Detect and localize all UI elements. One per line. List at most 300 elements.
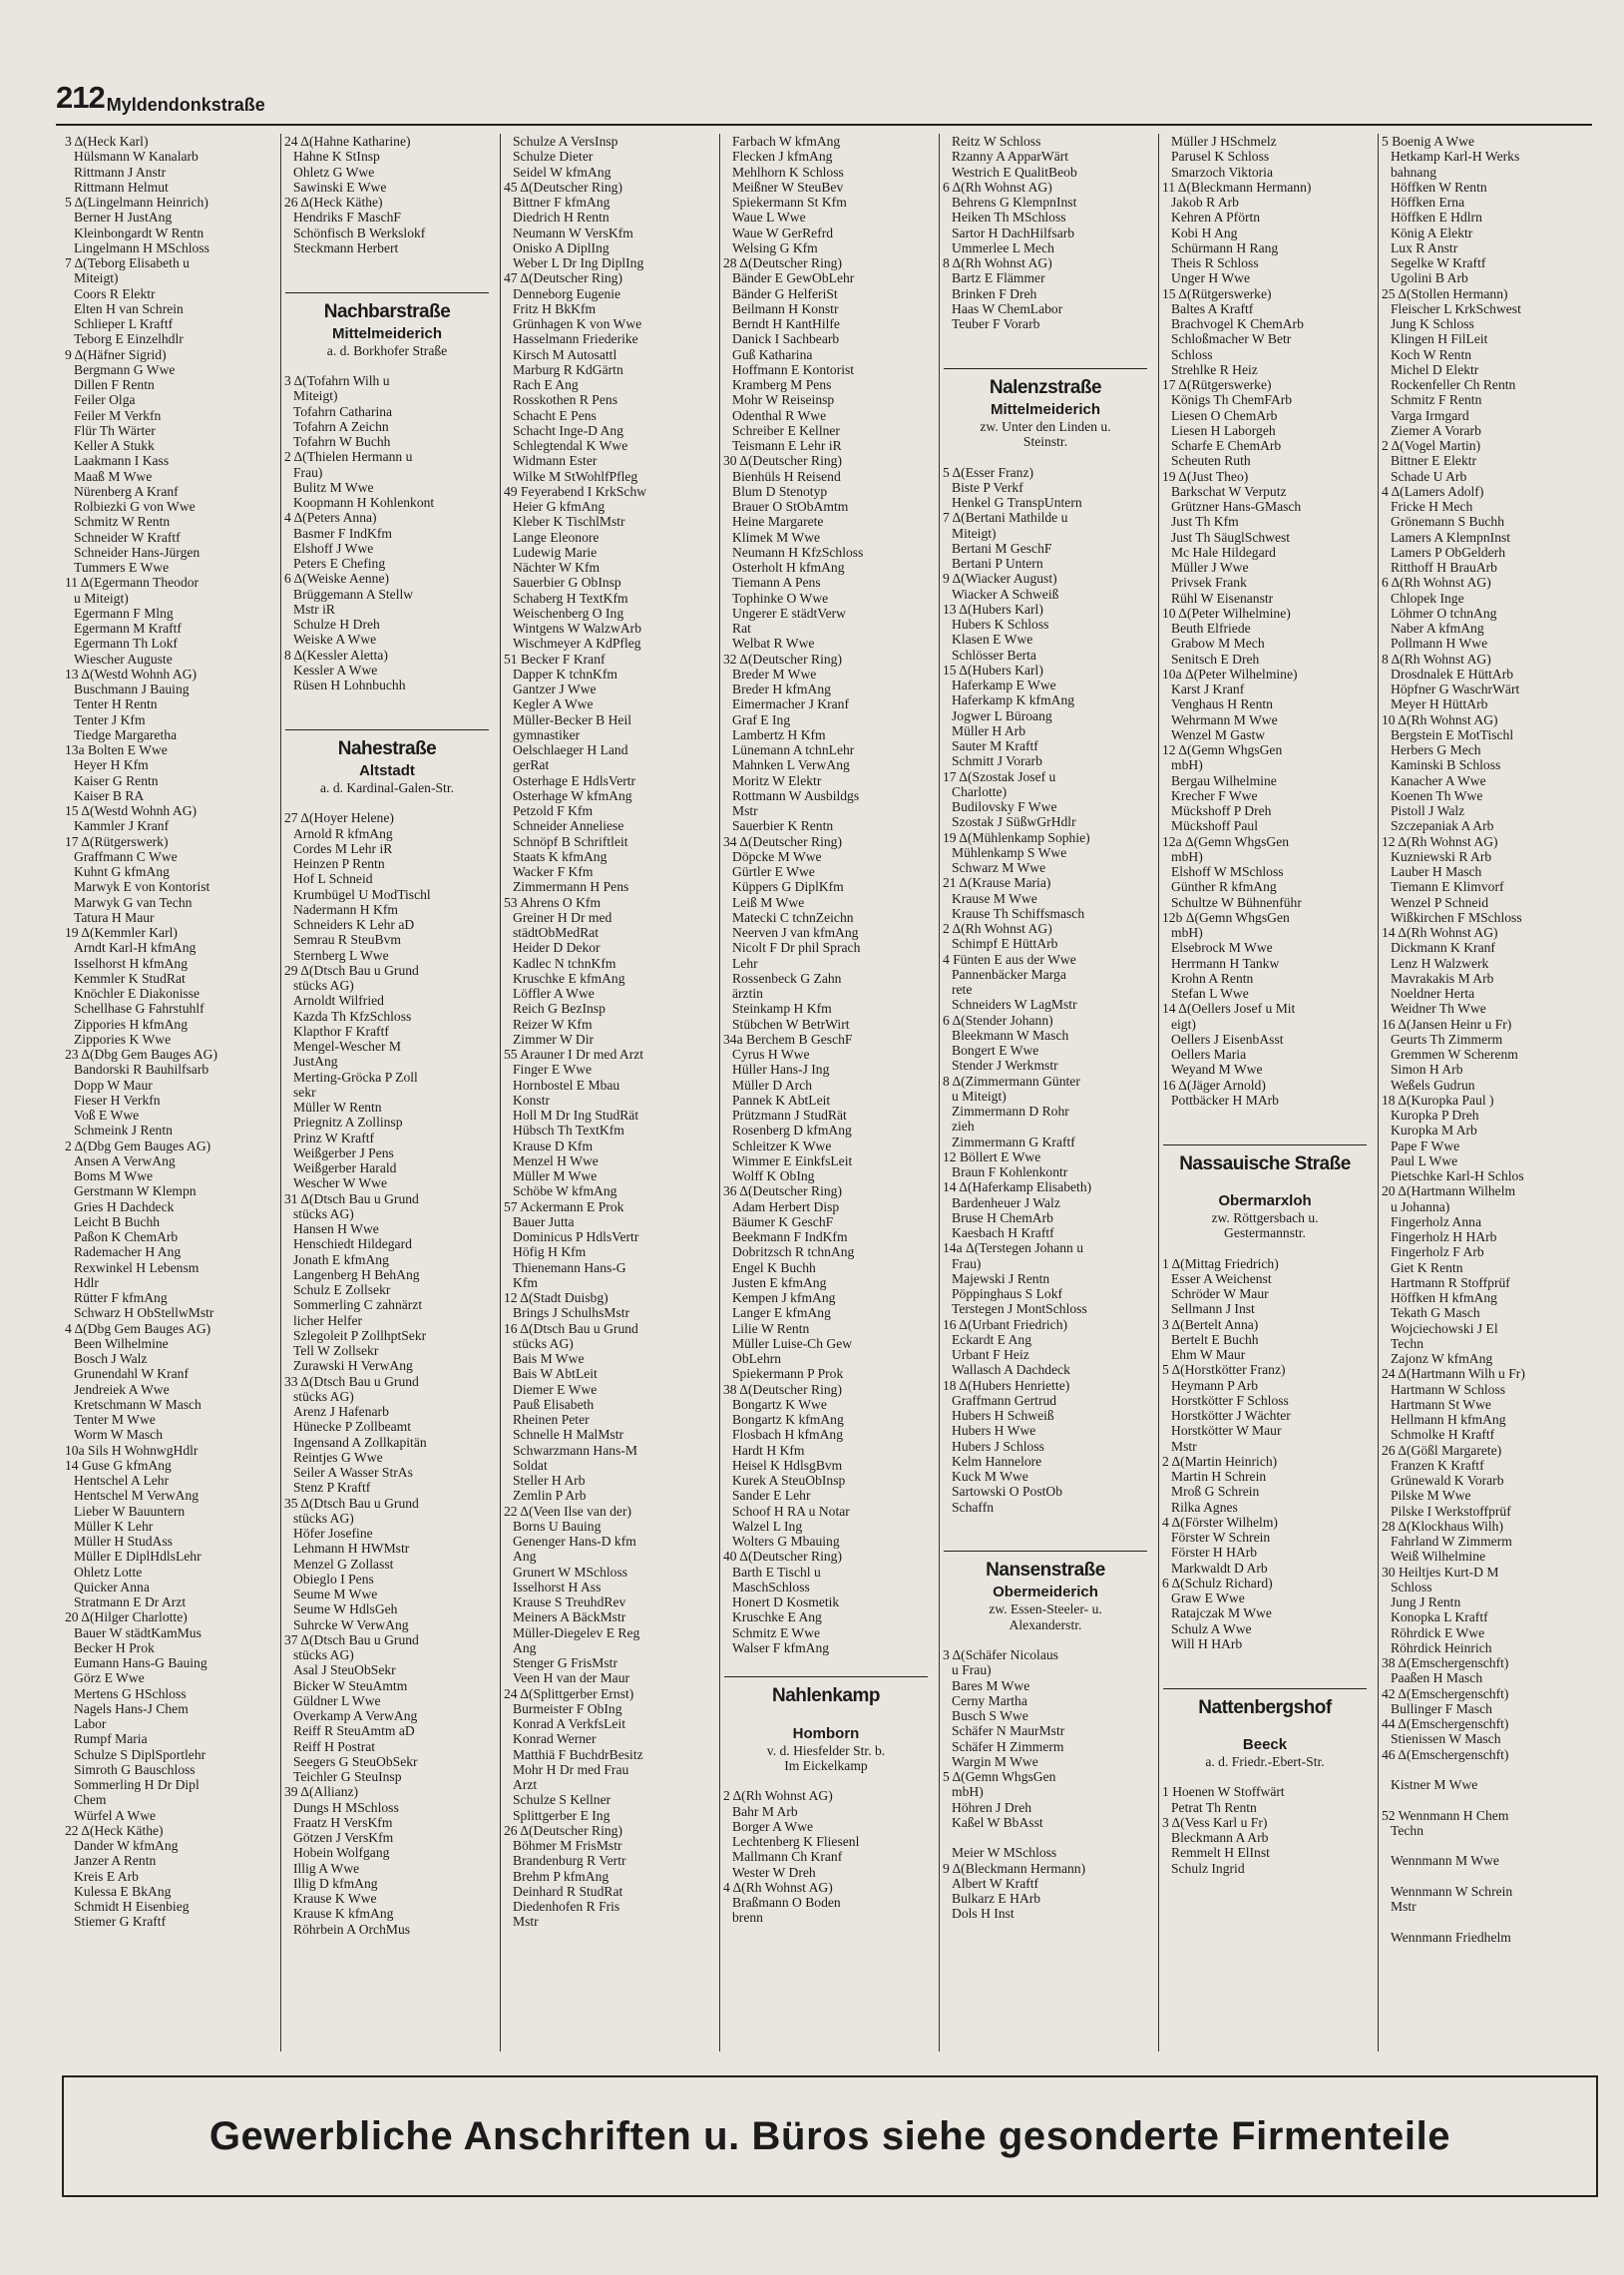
resident-entry: Gürtler E Wwe bbox=[732, 864, 815, 879]
resident-entry: Suhrcke W VerwAng bbox=[293, 1616, 409, 1632]
resident-entry: Bongert E Wwe bbox=[952, 1043, 1039, 1058]
house-entry: 40 Δ(Deutscher Ring) bbox=[723, 1549, 842, 1565]
resident-entry: Stefan L Wwe bbox=[1171, 986, 1249, 1001]
resident-entry: Schulze S DiplSportlehr bbox=[74, 1746, 206, 1762]
resident-entry: Ansen A VerwAng bbox=[74, 1152, 176, 1168]
house-entry: 13 Δ(Hubers Karl) bbox=[943, 601, 1043, 617]
resident-entry: Simon H Arb bbox=[1391, 1062, 1463, 1078]
resident-entry: Matthiä F BuchdrBesitz bbox=[513, 1746, 643, 1762]
house-entry: 2 Δ(Vogel Martin) bbox=[1382, 438, 1481, 453]
resident-entry: Sauerbier G ObInsp bbox=[513, 575, 621, 591]
house-entry: 16 Δ(Jansen Heinr u Fr) bbox=[1382, 1016, 1512, 1032]
resident-entry: Ziemer A Vorarb bbox=[1391, 422, 1481, 438]
resident-entry: Just Th SäuglSchwest bbox=[1171, 529, 1291, 545]
resident-entry: Lilie W Rentn bbox=[732, 1320, 810, 1336]
resident-entry: Mstr bbox=[1171, 1438, 1197, 1454]
house-entry: 20 Δ(Hartmann Wilhelm bbox=[1382, 1183, 1516, 1199]
resident-entry: Döpcke M Wwe bbox=[732, 848, 822, 864]
house-entry: 9 Δ(Bleckmann Hermann) bbox=[943, 1860, 1086, 1876]
resident-entry: Dapper K tchnKfm bbox=[513, 666, 617, 682]
resident-entry: Meißner W SteuBev bbox=[732, 179, 844, 195]
resident-entry: Simroth G Bauschloss bbox=[74, 1761, 196, 1777]
resident-entry: Elten H van Schrein bbox=[74, 300, 184, 316]
resident-entry: Wenzel M Gastw bbox=[1171, 726, 1266, 742]
resident-entry: Brachvogel K ChemArb bbox=[1171, 316, 1304, 331]
blank-line bbox=[281, 795, 493, 810]
resident-entry: Stiemer G Kraftf bbox=[74, 1914, 167, 1930]
resident-entry: Höffken Erna bbox=[1391, 195, 1465, 210]
resident-entry: Welbat R Wwe bbox=[732, 636, 815, 652]
resident-entry: Osterhage W kfmAng bbox=[513, 787, 632, 803]
resident-entry: Schellhase G Fahrstuhlf bbox=[74, 1001, 204, 1017]
house-entry: 47 Δ(Deutscher Ring) bbox=[504, 270, 622, 286]
resident-entry: Bullinger F Masch bbox=[1391, 1700, 1492, 1716]
resident-entry: u Miteigt) bbox=[74, 590, 129, 606]
resident-entry: Thienemann Hans-G bbox=[513, 1259, 626, 1275]
resident-entry: Konstr bbox=[513, 1092, 551, 1108]
resident-entry: Mühlenkamp S Wwe bbox=[952, 844, 1067, 860]
resident-entry: Herrmann H Tankw bbox=[1171, 955, 1280, 971]
house-entry: 6 Δ(Rh Wohnst AG) bbox=[1382, 575, 1491, 591]
resident-entry: Matecki C tchnZeichn bbox=[732, 909, 854, 925]
resident-entry: Rottmann W Ausbildgs bbox=[732, 787, 860, 803]
resident-entry: Schmitt J Vorarb bbox=[952, 753, 1042, 769]
house-entry: 13a Bolten E Wwe bbox=[65, 742, 168, 757]
resident-entry: Meyer H HüttArb bbox=[1391, 696, 1488, 712]
resident-entry: Seidel W kfmAng bbox=[513, 164, 611, 180]
blank-line bbox=[940, 347, 1151, 362]
resident-entry: Güldner L Wwe bbox=[293, 1692, 381, 1708]
resident-entry: Schaffn bbox=[952, 1499, 995, 1515]
resident-entry: Bicker W SteuAmtm bbox=[293, 1677, 408, 1693]
resident-entry: Boms M Wwe bbox=[74, 1168, 154, 1183]
resident-entry: Wennmann Friedhelm bbox=[1391, 1929, 1511, 1945]
resident-entry: Kegler A Wwe bbox=[513, 696, 594, 712]
resident-entry: Bardenheuer J Walz bbox=[952, 1194, 1060, 1210]
resident-entry: Lechtenberg K Fliesenl bbox=[732, 1834, 860, 1849]
blank-line bbox=[1159, 1651, 1371, 1666]
house-entry: 18 Δ(Kuropka Paul ) bbox=[1382, 1092, 1494, 1108]
resident-entry: Zimmermann D Rohr bbox=[952, 1104, 1069, 1119]
house-entry: 21 Δ(Krause Maria) bbox=[943, 875, 1051, 891]
resident-entry: Waue W GerRefrd bbox=[732, 225, 834, 240]
resident-entry: Graw E Wwe bbox=[1171, 1591, 1245, 1605]
resident-entry: Petzold F Kfm bbox=[513, 803, 594, 818]
resident-entry: Reiff H Postrat bbox=[293, 1738, 376, 1754]
resident-entry: Höfer Josefine bbox=[293, 1526, 373, 1541]
resident-entry: Steller H Arb bbox=[513, 1473, 586, 1488]
resident-entry: Heymann P Arb bbox=[1171, 1377, 1259, 1393]
resident-entry: Höffken H kfmAng bbox=[1391, 1290, 1497, 1305]
resident-entry: Schaberg H TextKfm bbox=[513, 590, 628, 606]
resident-entry: Diemer E Wwe bbox=[513, 1381, 598, 1397]
resident-entry: Janzer A Rentn bbox=[74, 1853, 157, 1869]
resident-entry: Westrich E QualitBeob bbox=[952, 164, 1077, 180]
resident-entry: Schulz E Zollsekr bbox=[293, 1282, 391, 1297]
resident-entry: Elsebrock M Wwe bbox=[1171, 940, 1273, 956]
resident-entry: mbH) bbox=[1171, 848, 1203, 864]
blank-line bbox=[1159, 1108, 1371, 1123]
resident-entry: Bauer Jutta bbox=[513, 1213, 575, 1229]
resident-entry: Splittgerber E Ing bbox=[513, 1807, 610, 1823]
resident-entry: Wargin M Wwe bbox=[952, 1753, 1038, 1769]
resident-entry: Cyrus H Wwe bbox=[732, 1047, 810, 1062]
resident-entry: Becker H Prok bbox=[74, 1639, 155, 1655]
resident-entry: Wilke M StWohlfPfleg bbox=[513, 468, 638, 484]
street-heading: Nahestraße bbox=[337, 737, 437, 759]
resident-entry: Borns U Bauing bbox=[513, 1518, 602, 1534]
resident-entry: Eumann Hans-G Bauing bbox=[74, 1655, 207, 1670]
house-entry: 7 Δ(Teborg Elisabeth u bbox=[65, 255, 190, 270]
house-entry: 10 Δ(Peter Wilhelmine) bbox=[1162, 605, 1291, 621]
section-rule bbox=[944, 368, 1147, 371]
resident-entry: Breder H kfmAng bbox=[732, 682, 831, 696]
resident-entry: Grützner Hans-GMasch bbox=[1171, 499, 1302, 514]
resident-entry: Kaßel W BbAsst bbox=[952, 1814, 1043, 1830]
house-entry: 3 Δ(Bertelt Anna) bbox=[1162, 1316, 1259, 1332]
page-number: 212 bbox=[56, 80, 105, 115]
resident-entry: Moritz W Elektr bbox=[732, 772, 822, 788]
street-heading: Nassauische Straße bbox=[1179, 1152, 1351, 1174]
street-heading: Nachbarstraße bbox=[323, 300, 451, 322]
resident-entry: Dickmann K Kranf bbox=[1391, 940, 1495, 956]
resident-entry: Zajonz W kfmAng bbox=[1391, 1351, 1493, 1366]
resident-entry: Franzen K Kraftf bbox=[1391, 1457, 1484, 1473]
resident-entry: Bleckmann A Arb bbox=[1171, 1830, 1269, 1845]
resident-entry: Senitsch E Dreh bbox=[1171, 651, 1260, 667]
resident-entry: Bongartz K kfmAng bbox=[732, 1412, 844, 1427]
house-entry: 2 Δ(Dbg Gem Bauges AG) bbox=[65, 1138, 211, 1153]
resident-entry: Labor bbox=[74, 1716, 107, 1731]
resident-entry: Schloßmacher W Betr bbox=[1171, 331, 1292, 347]
resident-entry: Schmitz F Rentn bbox=[1391, 392, 1482, 408]
house-entry: 3 Δ(Schäfer Nicolaus bbox=[943, 1647, 1058, 1662]
resident-entry: Hartmann R Stoffprüf bbox=[1391, 1274, 1510, 1290]
resident-entry: Gremmen W Scherenm bbox=[1391, 1047, 1518, 1062]
resident-entry: Diedenhofen R Fris bbox=[513, 1899, 620, 1914]
resident-entry: Rossenbeck G Zahn bbox=[732, 970, 842, 986]
resident-entry: ärztin bbox=[732, 986, 763, 1001]
resident-entry: Kurek A SteuObInsp bbox=[732, 1473, 846, 1488]
resident-entry: Bänder G HelferiSt bbox=[732, 285, 838, 301]
house-entry: 53 Ahrens O Kfm bbox=[504, 894, 602, 910]
resident-entry: Konopka L Kraftf bbox=[1391, 1609, 1488, 1625]
resident-entry: Wojciechowski J El bbox=[1391, 1320, 1498, 1336]
resident-entry: Brehm P kfmAng bbox=[513, 1868, 609, 1884]
resident-entry: Zimmer W Dir bbox=[513, 1031, 595, 1047]
resident-entry: Seiler A Wasser StrAs bbox=[293, 1465, 413, 1480]
directory-column-2 bbox=[280, 134, 493, 2051]
blank-line bbox=[940, 1530, 1151, 1545]
resident-entry: Ang bbox=[513, 1639, 537, 1655]
resident-entry: Merting-Gröcka P Zoll bbox=[293, 1069, 418, 1085]
house-entry: 27 Δ(Hoyer Helene) bbox=[284, 810, 394, 826]
resident-entry: Mückshoff Paul bbox=[1171, 818, 1258, 834]
resident-entry: Cerny Martha bbox=[952, 1692, 1027, 1708]
house-entry: 4 Δ(Förster Wilhelm) bbox=[1162, 1514, 1278, 1530]
resident-entry: Seume M Wwe bbox=[293, 1587, 378, 1601]
house-entry: 22 Δ(Veen Ilse van der) bbox=[504, 1503, 632, 1519]
resident-entry: Maaß M Wwe bbox=[74, 468, 153, 484]
resident-entry: Beekmann F IndKfm bbox=[732, 1229, 848, 1244]
resident-entry: Ingensand A Zollkapitän bbox=[293, 1434, 427, 1450]
resident-entry: Rosenberg D kfmAng bbox=[732, 1123, 852, 1138]
resident-entry: Weidner Th Wwe bbox=[1391, 1001, 1486, 1017]
resident-entry: mbH) bbox=[952, 1784, 984, 1800]
resident-entry: Schneiders K Lehr aD bbox=[293, 917, 415, 932]
resident-entry: Teichler G SteuInsp bbox=[293, 1769, 402, 1784]
house-entry: 12a Δ(Gemn WhgsGen bbox=[1162, 833, 1290, 849]
resident-entry: Borger A Wwe bbox=[732, 1818, 814, 1834]
house-entry: 16 Δ(Urbant Friedrich) bbox=[943, 1316, 1068, 1332]
resident-entry: Bandorski R Bauhilfsarb bbox=[74, 1062, 209, 1078]
resident-entry: bahnang bbox=[1391, 164, 1437, 180]
resident-entry: Götzen J VersKfm bbox=[293, 1830, 394, 1845]
house-entry: 26 Δ(Gößl Margarete) bbox=[1382, 1442, 1502, 1458]
resident-entry: Schultze W Bühnenführ bbox=[1171, 894, 1302, 910]
resident-entry: Ugolini B Arb bbox=[1391, 270, 1468, 286]
resident-entry: Paßon K ChemArb bbox=[74, 1229, 179, 1244]
blank-line bbox=[281, 255, 493, 270]
street-location: Gestermannstr. bbox=[1224, 1225, 1306, 1240]
resident-entry: Bulitz M Wwe bbox=[293, 479, 374, 495]
resident-entry: Wintgens W WalzwArb bbox=[513, 621, 641, 636]
resident-entry: Keller A Stukk bbox=[74, 438, 155, 453]
house-entry: 30 Δ(Deutscher Ring) bbox=[723, 453, 842, 469]
resident-entry: Oelschlaeger H Land bbox=[513, 742, 628, 757]
house-entry: 1 Hoenen W Stoffwärt bbox=[1162, 1784, 1285, 1800]
resident-entry: Noeldner Herta bbox=[1391, 986, 1475, 1001]
resident-entry: Jakob R Arb bbox=[1171, 195, 1239, 210]
resident-entry: Greiner H Dr med bbox=[513, 909, 612, 925]
resident-entry: Würfel A Wwe bbox=[74, 1807, 157, 1823]
resident-entry: Knöchler E Diakonisse bbox=[74, 986, 201, 1001]
house-entry: 3 Δ(Heck Karl) bbox=[65, 134, 149, 149]
resident-entry: Schulze S Kellner bbox=[513, 1792, 611, 1808]
house-entry: 31 Δ(Dtsch Bau u Grund bbox=[284, 1190, 419, 1206]
resident-entry: Heine Margarete bbox=[732, 514, 824, 530]
resident-entry: Graffmann Gertrud bbox=[952, 1392, 1057, 1408]
house-entry: 15 Δ(Westd Wohnh AG) bbox=[65, 803, 198, 818]
blank-line bbox=[940, 449, 1151, 464]
section-rule bbox=[1163, 1144, 1367, 1147]
resident-entry: Pauß Elisabeth bbox=[513, 1396, 595, 1412]
resident-entry: Obieglo I Pens bbox=[293, 1571, 374, 1587]
resident-entry: Arnold R kfmAng bbox=[293, 825, 393, 841]
house-entry: 5 Δ(Horstkötter Franz) bbox=[1162, 1362, 1286, 1378]
resident-entry: Stenz P Kraftf bbox=[293, 1480, 371, 1496]
resident-entry: Hasselmann Friederike bbox=[513, 331, 638, 347]
resident-entry: Danick I Sachbearb bbox=[732, 331, 840, 347]
resident-entry: Miteigt) bbox=[74, 270, 119, 286]
house-entry: 2 Δ(Rh Wohnst AG) bbox=[943, 921, 1052, 936]
resident-entry: Wehrmann M Wwe bbox=[1171, 711, 1278, 727]
resident-entry: Bäumer K GeschF bbox=[732, 1213, 834, 1229]
blank-line bbox=[281, 708, 493, 723]
resident-entry: Koch W Rentn bbox=[1391, 346, 1472, 362]
resident-entry: Hubers K Schloss bbox=[952, 617, 1049, 632]
resident-entry: Küppers G DiplKfm bbox=[732, 879, 844, 895]
house-entry: 19 Δ(Mühlenkamp Sophie) bbox=[943, 829, 1090, 845]
resident-entry: Overkamp A VerwAng bbox=[293, 1708, 418, 1723]
resident-entry: Szlegoleit P ZollhptSekr bbox=[293, 1327, 427, 1343]
resident-entry: Brauer O StObAmtm bbox=[732, 499, 849, 514]
resident-entry: stücks AG) bbox=[293, 978, 354, 993]
resident-entry: Röhrdick E Wwe bbox=[1391, 1624, 1485, 1640]
resident-entry: Breder M Wwe bbox=[732, 666, 817, 682]
resident-entry: Schlösser Berta bbox=[952, 647, 1036, 663]
resident-entry: Asal J SteuObSekr bbox=[293, 1662, 396, 1678]
resident-entry: Schnelle H MalMstr bbox=[513, 1427, 624, 1443]
house-entry: 24 Δ(Hahne Katharine) bbox=[284, 134, 411, 149]
resident-entry: Martin H Schrein bbox=[1171, 1469, 1267, 1484]
house-entry: 42 Δ(Emschergenschft) bbox=[1382, 1685, 1509, 1701]
resident-entry: Laakmann I Kass bbox=[74, 453, 170, 469]
resident-entry: Tell W Zollsekr bbox=[293, 1343, 379, 1358]
resident-entry: Pannenbäcker Marga bbox=[952, 966, 1066, 982]
resident-entry: Flür Th Wärter bbox=[74, 422, 156, 438]
resident-entry: Hünecke P Zollbeamt bbox=[293, 1419, 412, 1435]
resident-entry: Bulkarz E HArb bbox=[952, 1891, 1041, 1906]
district-heading: Beeck bbox=[1242, 1735, 1288, 1753]
resident-entry: Lange Eleonore bbox=[513, 529, 600, 545]
resident-entry: Pöppinghaus S Lokf bbox=[952, 1286, 1063, 1301]
resident-entry: Schacht Inge-D Ang bbox=[513, 422, 623, 438]
resident-entry: Kuck M Wwe bbox=[952, 1469, 1028, 1484]
directory-column-3 bbox=[500, 134, 712, 2051]
resident-entry: Hüller Hans-J Ing bbox=[732, 1062, 830, 1078]
resident-entry: Bertelt E Buchh bbox=[1171, 1331, 1259, 1347]
resident-entry: Tiedge Margaretha bbox=[74, 726, 178, 742]
house-entry: 34 Δ(Deutscher Ring) bbox=[723, 833, 842, 849]
resident-entry: Bergmann G Wwe bbox=[74, 361, 176, 377]
resident-entry: Szostak J SüßwGrHdlr bbox=[952, 814, 1076, 830]
house-entry: 8 Δ(Zimmermann Günter bbox=[943, 1073, 1080, 1089]
resident-entry: Tekath G Masch bbox=[1391, 1305, 1480, 1321]
resident-entry: Schäfer N MaurMstr bbox=[952, 1723, 1065, 1739]
blank-line bbox=[720, 1709, 932, 1724]
resident-entry: Schwarzmann Hans-M bbox=[513, 1442, 637, 1458]
resident-entry: Sauerbier K Rentn bbox=[732, 818, 834, 834]
house-entry: 4 Δ(Lamers Adolf) bbox=[1382, 483, 1484, 499]
resident-entry: Rosskothen R Pens bbox=[513, 392, 617, 408]
house-entry: 1 Δ(Mittag Friedrich) bbox=[1162, 1255, 1279, 1271]
resident-entry: Zippories H kfmAng bbox=[74, 1016, 189, 1032]
resident-entry: Teuber F Vorarb bbox=[952, 316, 1040, 331]
resident-entry: Tiemann E Klimvorf bbox=[1391, 879, 1504, 895]
resident-entry: Pottbäcker H MArb bbox=[1171, 1092, 1279, 1108]
blank-line bbox=[281, 270, 493, 285]
house-entry: 51 Becker F Kranf bbox=[504, 651, 606, 667]
resident-entry: Weiske A Wwe bbox=[293, 632, 377, 648]
resident-entry: stücks AG) bbox=[293, 1647, 354, 1662]
resident-entry: Egermann M Kraftf bbox=[74, 621, 182, 636]
resident-entry: Bongartz K Wwe bbox=[732, 1396, 827, 1412]
resident-entry: Heyer H Kfm bbox=[74, 757, 149, 773]
resident-entry: Kfm bbox=[513, 1274, 538, 1290]
resident-entry: Schlieper L Kraftf bbox=[74, 316, 174, 331]
resident-entry: Bares M Wwe bbox=[952, 1677, 1030, 1693]
district-heading: Mittelmeiderich bbox=[331, 324, 443, 342]
resident-entry: Chem bbox=[74, 1792, 107, 1808]
house-entry: 16 Δ(Dtsch Bau u Grund bbox=[504, 1320, 638, 1336]
resident-entry: Drosdnalek E HüttArb bbox=[1391, 666, 1514, 682]
resident-entry: Just Th Kfm bbox=[1171, 514, 1239, 530]
resident-entry: Kemmler K StudRat bbox=[74, 970, 186, 986]
resident-entry: Spiekermann P Prok bbox=[732, 1366, 844, 1382]
house-entry: 4 Fünten E aus der Wwe bbox=[943, 951, 1076, 967]
resident-entry: Müller Luise-Ch Gew bbox=[732, 1335, 853, 1351]
resident-entry: Arnoldt Wilfried bbox=[293, 993, 384, 1009]
blank-line bbox=[940, 1632, 1151, 1647]
resident-entry: brenn bbox=[732, 1910, 763, 1926]
house-entry: 3 Δ(Tofahrn Wilh u bbox=[284, 373, 390, 388]
resident-entry: Hentschel A Lehr bbox=[74, 1473, 170, 1488]
resident-entry: Löffler A Wwe bbox=[513, 986, 595, 1001]
resident-entry: Fleischer L KrkSchwest bbox=[1391, 300, 1521, 316]
resident-entry: Dander W kfmAng bbox=[74, 1838, 179, 1853]
resident-entry: Höffken E Hdlrn bbox=[1391, 210, 1482, 226]
resident-entry: Horstkötter W Maur bbox=[1171, 1423, 1282, 1439]
resident-entry: Wescher W Wwe bbox=[293, 1175, 388, 1191]
resident-entry: Guß Katharina bbox=[732, 346, 813, 362]
section-rule bbox=[285, 292, 489, 295]
resident-entry: Lux R Anstr bbox=[1391, 239, 1458, 255]
blank-line bbox=[940, 331, 1151, 346]
house-entry: 29 Δ(Dtsch Bau u Grund bbox=[284, 962, 419, 978]
house-entry: 22 Δ(Heck Käthe) bbox=[65, 1822, 164, 1838]
resident-entry: Rumpf Maria bbox=[74, 1731, 148, 1747]
resident-entry: Miteigt) bbox=[952, 525, 997, 541]
resident-entry: Schulz A Wwe bbox=[1171, 1620, 1252, 1636]
resident-entry: gymnastiker bbox=[513, 726, 581, 742]
directory-column-1 bbox=[62, 134, 273, 2051]
resident-entry: Sommerling C zahnärzt bbox=[293, 1297, 423, 1313]
resident-entry: Krause Th Schiffsmasch bbox=[952, 905, 1085, 921]
resident-entry: Schimpf E HüttArb bbox=[952, 936, 1058, 952]
resident-entry: Nadermann H Kfm bbox=[293, 901, 398, 917]
resident-entry: Mengel-Wescher M bbox=[293, 1039, 401, 1054]
resident-entry: Bais W AbtLeit bbox=[513, 1366, 598, 1382]
resident-entry: Dopp W Maur bbox=[74, 1077, 153, 1093]
resident-entry: Charlotte) bbox=[952, 783, 1008, 799]
house-entry: 12 Δ(Gemn WhgsGen bbox=[1162, 742, 1283, 757]
resident-entry: Seegers G SteuObSekr bbox=[293, 1753, 418, 1769]
resident-entry: Grünhagen K von Wwe bbox=[513, 316, 642, 331]
resident-entry: Wennmann W Schrein bbox=[1391, 1883, 1513, 1899]
resident-entry: Hendriks F MaschF bbox=[293, 210, 401, 226]
resident-entry: Bartz E Flämmer bbox=[952, 270, 1045, 286]
resident-entry: Tophinke O Wwe bbox=[732, 590, 829, 606]
resident-entry: Schneider Anneliese bbox=[513, 818, 624, 834]
resident-entry: Walser F kfmAng bbox=[732, 1639, 830, 1655]
resident-entry: Höffken W Rentn bbox=[1391, 179, 1487, 195]
directory-column-4 bbox=[719, 134, 932, 2051]
resident-entry: Kazda Th KfzSchloss bbox=[293, 1008, 412, 1024]
resident-entry: Nürenberg A Kranf bbox=[74, 483, 179, 499]
resident-entry: Majewski J Rentn bbox=[952, 1270, 1050, 1286]
house-entry: 26 Δ(Deutscher Ring) bbox=[504, 1822, 622, 1838]
resident-entry: Budilovsky F Wwe bbox=[952, 799, 1057, 814]
resident-entry: Schmitz W Rentn bbox=[74, 514, 171, 530]
resident-entry: Widmann Ester bbox=[513, 453, 598, 469]
resident-entry: Müller-Becker B Heil bbox=[513, 711, 632, 727]
resident-entry: Krause D Kfm bbox=[513, 1138, 594, 1153]
resident-entry: Wolters G Mbauing bbox=[732, 1534, 840, 1549]
resident-entry: Hardt H Kfm bbox=[732, 1442, 805, 1458]
house-entry: 26 Δ(Heck Käthe) bbox=[284, 195, 383, 210]
resident-entry: Hartmann St Wwe bbox=[1391, 1396, 1491, 1412]
